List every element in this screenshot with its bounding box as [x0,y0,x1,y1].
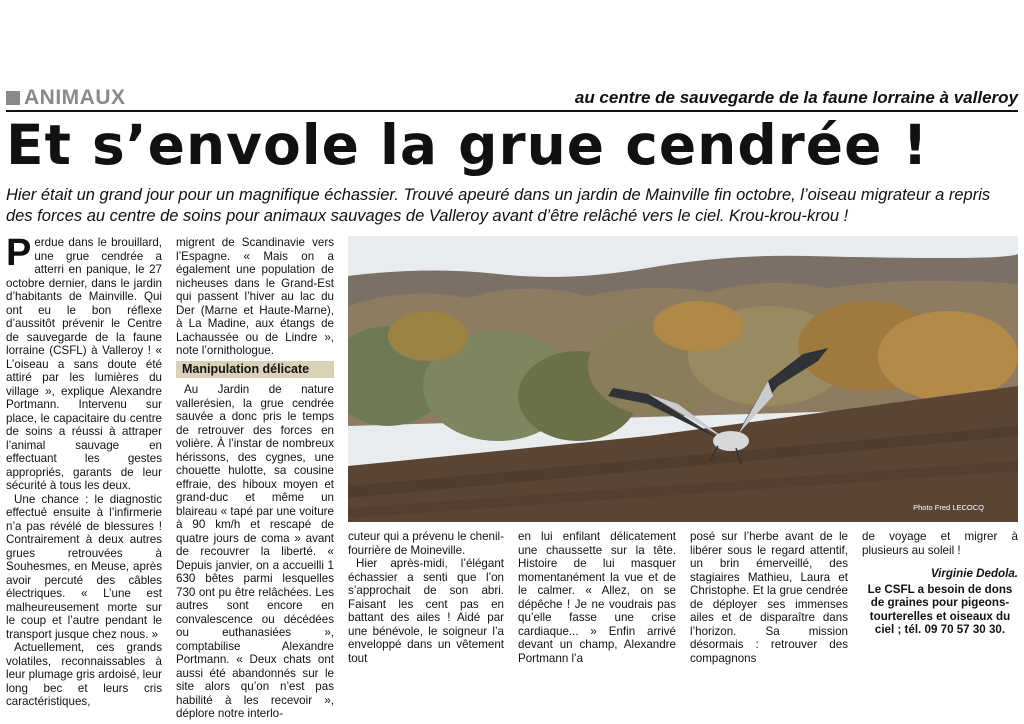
author-signature: Virginie Dedola. [930,567,1018,580]
photo-credit: Photo Fred LECOCQ [913,503,984,512]
paragraph: Hier après-midi, l’élégant échassier a senti que l’on s’approchait de son abri. Faisant les cent pas en battant des ailes ! Aidé par une bénévole, le soigneur l’a enveloppé dans un vêtement tout [348,557,504,665]
crane-photo-image [348,236,1018,522]
article-column-6 [862,530,1018,637]
article-column-1 [6,232,162,709]
headline: Et s’envole la grue cendrée ! [6,113,929,177]
subheading: Manipulation délicate [176,361,334,379]
section-rubric [6,86,126,110]
donation-note: Le CSFL a besoin de dons de graines pour pigeons-tourterelles et oiseaux du ciel ; tél. 09 70 57 30 30. [867,582,1013,636]
paragraph: cuteur qui a prévenu le chenil-fourrière de Moineville. [348,530,504,557]
paragraph: migrent de Scandinavie vers l’Espagne. « Mais on a également une population de nicheuses dans le Grand-Est qui passent l’hiver au lac du Der (Marne et Haute-Marne), à La Madine, aux étangs de Lachaussée ou de Lindre », note l’ornithologue. [176,236,334,357]
paragraph: Une chance : le diagnostic effectué ensuite à l’infirmerie n’a pas révélé de blessures ! Contrairement à deux autres grues retrouvées à Souhesmes, en Meuse, après avoir percuté des câbles électriques. « L’une est malheureusement morte sur le coup et l’autre pendant le transport jusque chez nous. » [6,492,162,641]
kicker: au centre de sauvegarde de la faune lorraine à valleroy [574,88,1018,107]
article-column-3 [348,530,504,665]
drop-cap: P [6,232,32,274]
crane-photo [348,236,1018,522]
standfirst: Hier était un grand jour pour un magnifique échassier. Trouvé apeuré dans un jardin de Mainville fin octobre, l’oiseau migrateur a repris des forces au centre de soins pour animaux sauvages de Valleroy avant d’être relâché vers le ciel. Krou-krou-krou ! [6,186,991,225]
rubric-label: ANIMAUX [24,86,126,109]
paragraph: en lui enfilant délicatement une chaussette sur la tête. Histoire de lui masquer momentanément la vue et de le calmer. « Allez, on se dépêche ! Je ne voudrais pas qu’elle fasse une crise cardiaque... » Enfin arrivé devant un champ, Alexandre Portmann l’a [518,530,676,665]
article-column-4 [518,530,676,665]
paragraph: Au Jardin de nature vallerésien, la grue cendrée sauvée a donc pris le temps de retrouver des forces en volière. À l’instar de nombreux hérissons, des cygnes, une chouette hulotte, sa cousine effraie, des hiboux moyen et grand-duc et même un blaireau « tapé par une voiture à 90 km/h et rescapé de quatre jours de coma » avant de recouvrer la liberté. « Depuis janvier, on a accueilli 1 630 bêtes parmi lesquelles 730 ont pu être relâchées. Les autres sont encore en convalescence ou décédées ou euthanasiées », comptabilise Alexandre Portmann. « Deux chats ont aussi été abandonnés sur le site alors qu’on n’est pas habilité à les recevoir », déplore notre interlo- [176,383,334,720]
rubric-square-icon [6,91,20,105]
paragraph: Actuellement, ces grands volatiles, reconnaissables à leur plumage gris ardoisé, leur long bec et leurs cris caractéristiques, [6,641,162,708]
article-column-2 [176,236,334,721]
paragraph: de voyage et migrer à plusieurs au soleil ! [862,530,1018,557]
paragraph: Perdue dans le brouillard, une grue cendrée a atterri en panique, le 27 octobre dernier, dans le jardin d’habitants de Mainville. Qui ont eu le bon réflexe d’aussitôt prévenir le Centre de sauvegarde de la faune lorraine (CSFL) à Valleroy ! « L’oiseau a sans doute été attiré par les lumières du village », explique Alexandre Portmann. Intervenu sur place, le capacitaire du centre de soins a réussi à attraper l’animal sauvage en effectuant les gestes appropriés, garants de leur sécurité à tous les deux. [6,232,162,492]
article-column-5 [690,530,848,665]
paragraph: posé sur l’herbe avant de le libérer sous le regard attentif, un brin émerveillé, des stagiaires Mathieu, Laura et Christophe. Et la grue cendrée de déployer ses immenses ailes et de disparaître dans l’horizon. Sa mission désormais : retrouver des compagnons [690,530,848,665]
